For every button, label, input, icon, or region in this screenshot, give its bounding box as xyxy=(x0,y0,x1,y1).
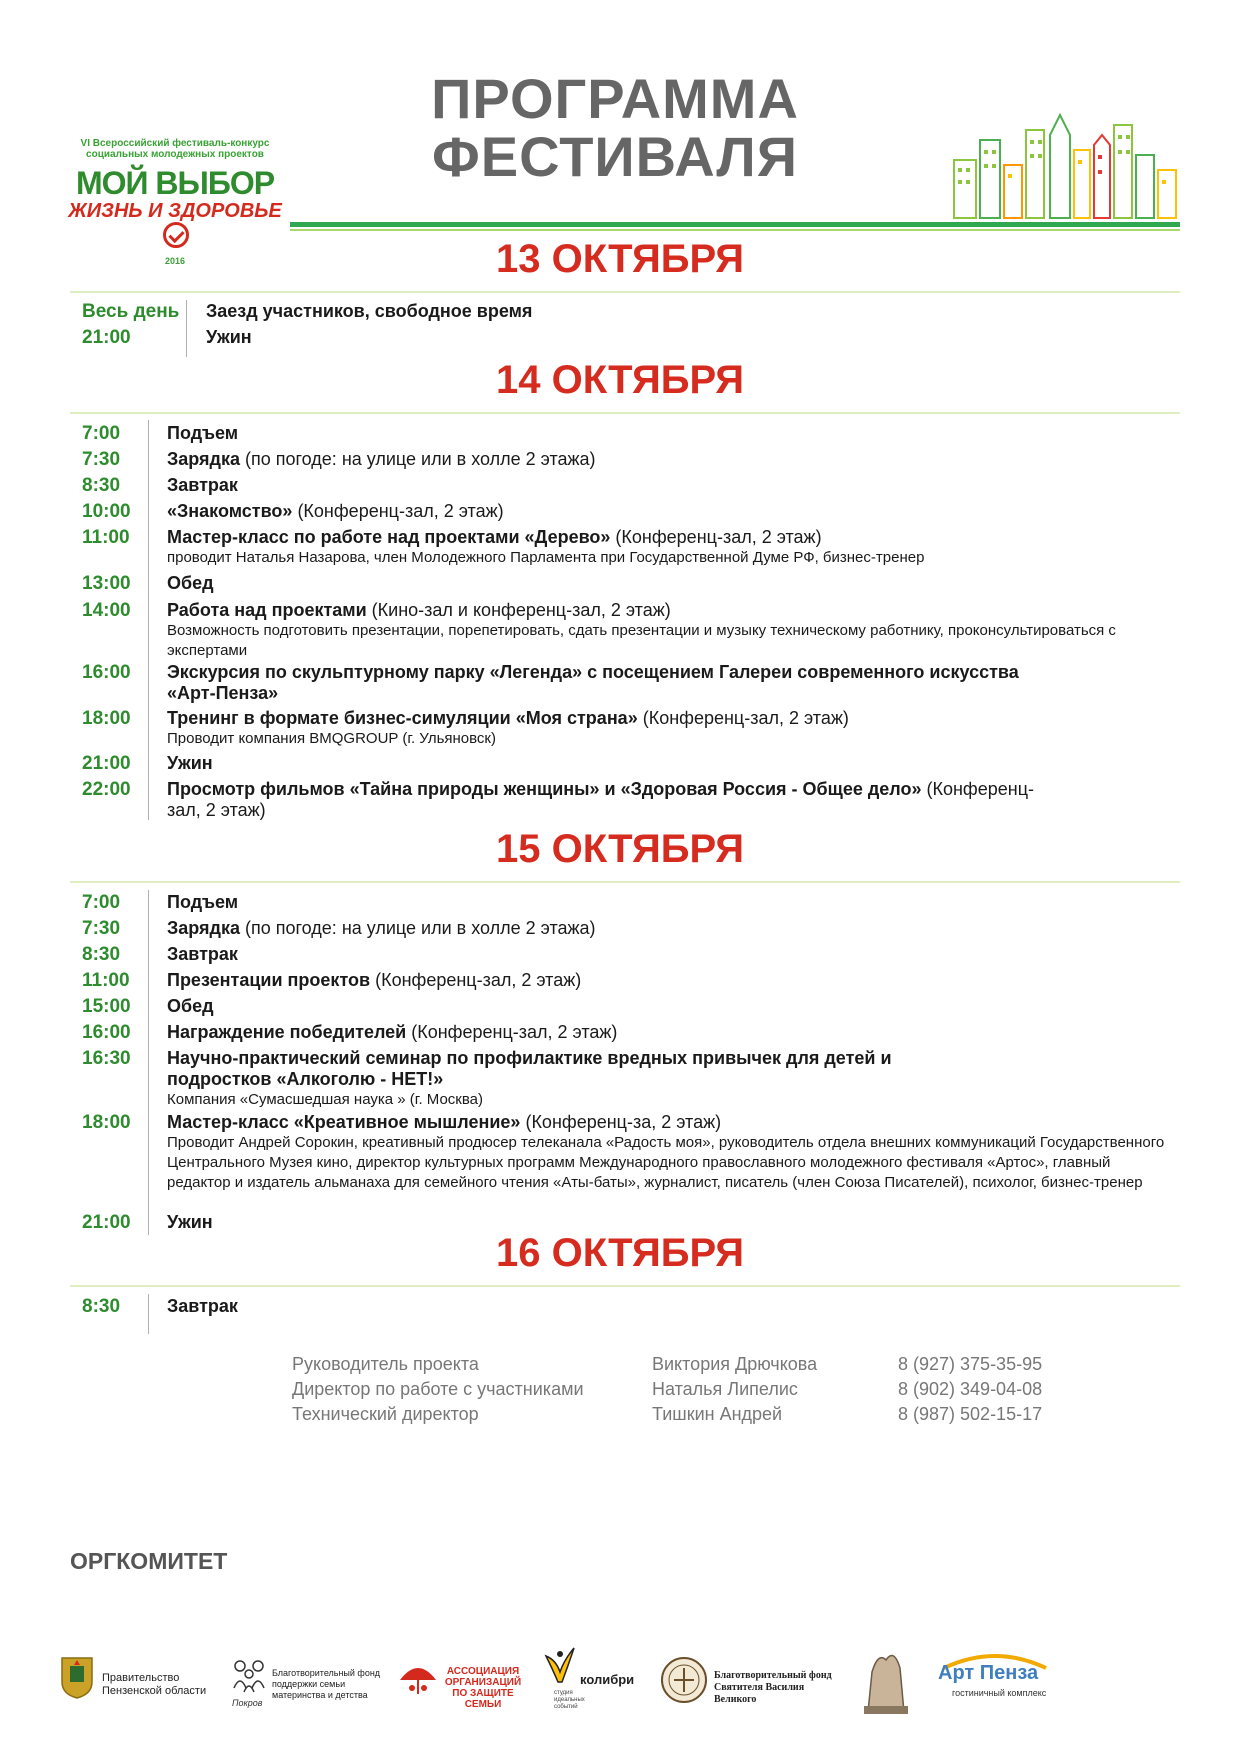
event-description: Ужин xyxy=(167,1212,213,1232)
event-description: Экскурсия по скульптурному парку «Легенда» с посещением Галереи современного искусства «Арт-Пенза» xyxy=(167,662,1019,703)
sponsor-kolibri-name: колибри xyxy=(580,1672,635,1687)
page-title xyxy=(380,67,850,188)
org-role: Директор по работе с участниками xyxy=(292,1379,584,1399)
org-phones xyxy=(898,1352,1042,1427)
sponsor-assoc-name: АССОЦИАЦИЯ ОРГАНИЗАЦИЙ ПО ЗАЩИТЕ СЕМЬИ xyxy=(444,1666,522,1710)
event-description: Завтрак xyxy=(167,1296,238,1316)
event-description: Заезд участников, свободное время xyxy=(206,301,533,321)
time-column-divider xyxy=(148,890,149,1235)
event-time: 13:00 xyxy=(82,573,131,594)
logo-main-text: МОЙ ВЫБОР xyxy=(75,165,275,201)
org-roles xyxy=(292,1352,584,1427)
event-time: 18:00 xyxy=(82,1112,131,1133)
event-description: Ужин xyxy=(167,753,213,773)
page-title-line1: ПРОГРАММА xyxy=(431,67,799,130)
sponsor-association xyxy=(398,1620,528,1720)
header-divider xyxy=(290,222,1180,227)
event-description: Тренинг в формате бизнес-симуляции «Моя страна» (Конференц-зал, 2 этаж) Проводит компания BMQGROUP (г. Ульяновск) xyxy=(167,708,1157,749)
sponsor-logos xyxy=(60,1620,1180,1720)
event-note: Проводит Андрей Сорокин, креативный продюсер телеканала «Радость моя», руководитель отдела внешних коммуникаций Государственного Центрального Музея кино, директор культурных программ Международного православного молодежного фестиваля «Артос», главный редактор и издатель альманаха для семейного чтения «Аты-баты», журналист, писатель (член Союза Писателей), психолог, бизнес-тренер xyxy=(167,1134,1165,1191)
event-time: 16:00 xyxy=(82,1022,131,1043)
hummingbird-icon xyxy=(540,1642,580,1688)
event-time: 8:30 xyxy=(82,944,121,965)
event-description: Научно-практический семинар по профилактике вредных привычек для детей и подростков «Алкоголю - НЕТ!» Компания «Сумасшедшая наука » (г. Москва) xyxy=(167,1048,967,1110)
time-column-divider xyxy=(148,1294,149,1334)
event-description: Зарядка (по погоде: на улице или в холле 2 этажа) xyxy=(167,449,596,469)
event-time: 21:00 xyxy=(82,1212,131,1233)
org-phone: 8 (902) 349-04-08 xyxy=(898,1379,1043,1399)
monument-icon xyxy=(858,1642,914,1716)
org-phone: 8 (987) 502-15-17 xyxy=(898,1404,1043,1424)
event-description: Подъем xyxy=(167,892,239,912)
day-divider xyxy=(70,1285,1180,1287)
city-skyline-icon xyxy=(950,110,1180,220)
event-description: Мастер-класс «Креативное мышление» (Конференц-за, 2 этаж) Проводит Андрей Сорокин, креативный продюсер телеканала «Радость моя», руководитель отдела внешних коммуникаций Государственного Центрального Музея кино, директор культурных программ Международного православного молодежного фестиваля «Артос», главный редактор и издатель альманаха для семейного чтения «Аты-баты», журналист, писатель (член Союза Писателей), психолог, бизнес-тренер xyxy=(167,1112,1167,1193)
event-time: 8:30 xyxy=(82,475,121,496)
seal-icon xyxy=(660,1656,708,1704)
event-note: Компания «Сумасшедшая наука » (г. Москва) xyxy=(167,1091,483,1108)
day-title-15: 15 ОКТЯБРЯ xyxy=(496,827,744,871)
event-description: Ужин xyxy=(206,327,252,347)
event-description: Презентации проектов (Конференц-зал, 2 этаж) xyxy=(167,970,582,990)
sponsor-kolibri-sub: студия идеальных событий xyxy=(554,1690,585,1710)
header-divider-thin xyxy=(290,229,1180,231)
day-divider xyxy=(70,291,1180,293)
sponsor-fund1-name: Благотворительный фонд поддержки семьи материнства и детства xyxy=(272,1668,381,1700)
event-note: Проводит компания BMQGROUP (г. Ульяновск) xyxy=(167,730,496,747)
sponsor-fund-vasily xyxy=(660,1620,850,1720)
time-column-divider xyxy=(186,300,187,357)
event-description: Зарядка (по погоде: на улице или в холле 2 этажа) xyxy=(167,918,596,938)
org-phone: 8 (927) 375-35-95 xyxy=(898,1354,1043,1374)
event-description: Обед xyxy=(167,573,214,593)
sponsor-art-penza xyxy=(930,1620,1060,1720)
sponsor-fund2-name: Благотворительный фонд Святителя Василия Великого xyxy=(714,1670,832,1705)
event-description: Награждение победителей (Конференц-зал, 2 этаж) xyxy=(167,1022,618,1042)
event-description: «Знакомство» (Конференц-зал, 2 этаж) xyxy=(167,501,504,521)
event-time: 15:00 xyxy=(82,996,131,1017)
umbrella-icon xyxy=(398,1660,438,1700)
event-description: Завтрак xyxy=(167,944,238,964)
logo-year: 2016 xyxy=(164,256,186,266)
event-time: 7:00 xyxy=(82,423,121,444)
sponsor-government xyxy=(60,1620,210,1720)
event-time: 21:00 xyxy=(82,327,131,348)
sponsor-gov-name: Правительство Пензенской области xyxy=(102,1672,207,1697)
day-title-14: 14 ОКТЯБРЯ xyxy=(496,358,744,402)
page-title-line2: ФЕСТИВАЛЯ xyxy=(432,125,798,188)
event-time: 11:00 xyxy=(82,527,130,548)
logo-sub-text: ЖИЗНЬ И ЗДОРОВЬЕ xyxy=(68,200,282,222)
event-description: Работа над проектами (Кино-зал и конференц-зал, 2 этаж) Возможность подготовить презентации, порепетировать, сдать презентации и музыку техническому работнику, проконсультироваться с экспертами xyxy=(167,600,1157,661)
event-description: Мастер-класс по работе над проектами «Дерево» (Конференц-зал, 2 этаж) проводит Наталья Назарова, член Молодежного Парламента при Государственной Думе РФ, бизнес-тренер xyxy=(167,527,1157,568)
fund-logo-text: Покров xyxy=(232,1698,263,1708)
day-divider xyxy=(70,412,1180,414)
event-time: 16:00 xyxy=(82,662,131,683)
org-role: Технический директор xyxy=(292,1404,479,1424)
logo-subtitle-2: социальных молодежных проектов xyxy=(86,149,264,160)
sponsor-monument xyxy=(858,1620,918,1720)
event-description: Завтрак xyxy=(167,475,238,495)
sponsor-fund-pokrov xyxy=(230,1620,380,1720)
event-description: Обед xyxy=(167,996,214,1016)
org-name: Наталья Липелис xyxy=(652,1379,798,1399)
day-divider xyxy=(70,881,1180,883)
org-name: Тишкин Андрей xyxy=(652,1404,783,1424)
day-title-13: 13 ОКТЯБРЯ xyxy=(496,237,744,281)
event-description: Подъем xyxy=(167,423,239,443)
event-description: Просмотр фильмов «Тайна природы женщины» и «Здоровая Россия - Общее дело» (Конференц-зал, 2 этаж) xyxy=(167,779,1035,820)
sponsor-artpenza-sub: гостиничный комплекс xyxy=(952,1688,1047,1698)
time-column-divider xyxy=(148,420,149,820)
org-name: Виктория Дрючкова xyxy=(652,1354,818,1374)
event-time: 21:00 xyxy=(82,753,131,774)
event-time: 14:00 xyxy=(82,600,131,621)
event-time: 22:00 xyxy=(82,779,131,800)
event-time: 7:00 xyxy=(82,892,121,913)
event-time: 11:00 xyxy=(82,970,130,991)
org-role: Руководитель проекта xyxy=(292,1354,479,1374)
day-title-16: 16 ОКТЯБРЯ xyxy=(496,1231,744,1275)
family-icon xyxy=(230,1658,268,1698)
sponsor-kolibri xyxy=(540,1620,650,1720)
org-names xyxy=(652,1352,817,1427)
event-note: Возможность подготовить презентации, порепетировать, сдать презентации и музыку техническому работнику, проконсультироваться с экспертами xyxy=(167,622,1116,659)
event-time: 18:00 xyxy=(82,708,131,729)
logo-subtitle-1: VI Всероссийский фестиваль-конкурс xyxy=(80,138,270,149)
org-committee-title: ОРГКОМИТЕТ xyxy=(70,1548,228,1574)
event-time: 10:00 xyxy=(82,501,131,522)
event-time: 16:30 xyxy=(82,1048,131,1069)
coat-of-arms-icon xyxy=(60,1656,94,1700)
event-time: 8:30 xyxy=(82,1296,121,1317)
sponsor-artpenza-name: Арт Пенза xyxy=(938,1662,1039,1684)
event-time: 7:30 xyxy=(82,918,121,939)
event-note: проводит Наталья Назарова, член Молодежного Парламента при Государственной Думе РФ, бизнес-тренер xyxy=(167,549,925,566)
event-time: Весь день xyxy=(82,301,180,322)
event-time: 7:30 xyxy=(82,449,121,470)
